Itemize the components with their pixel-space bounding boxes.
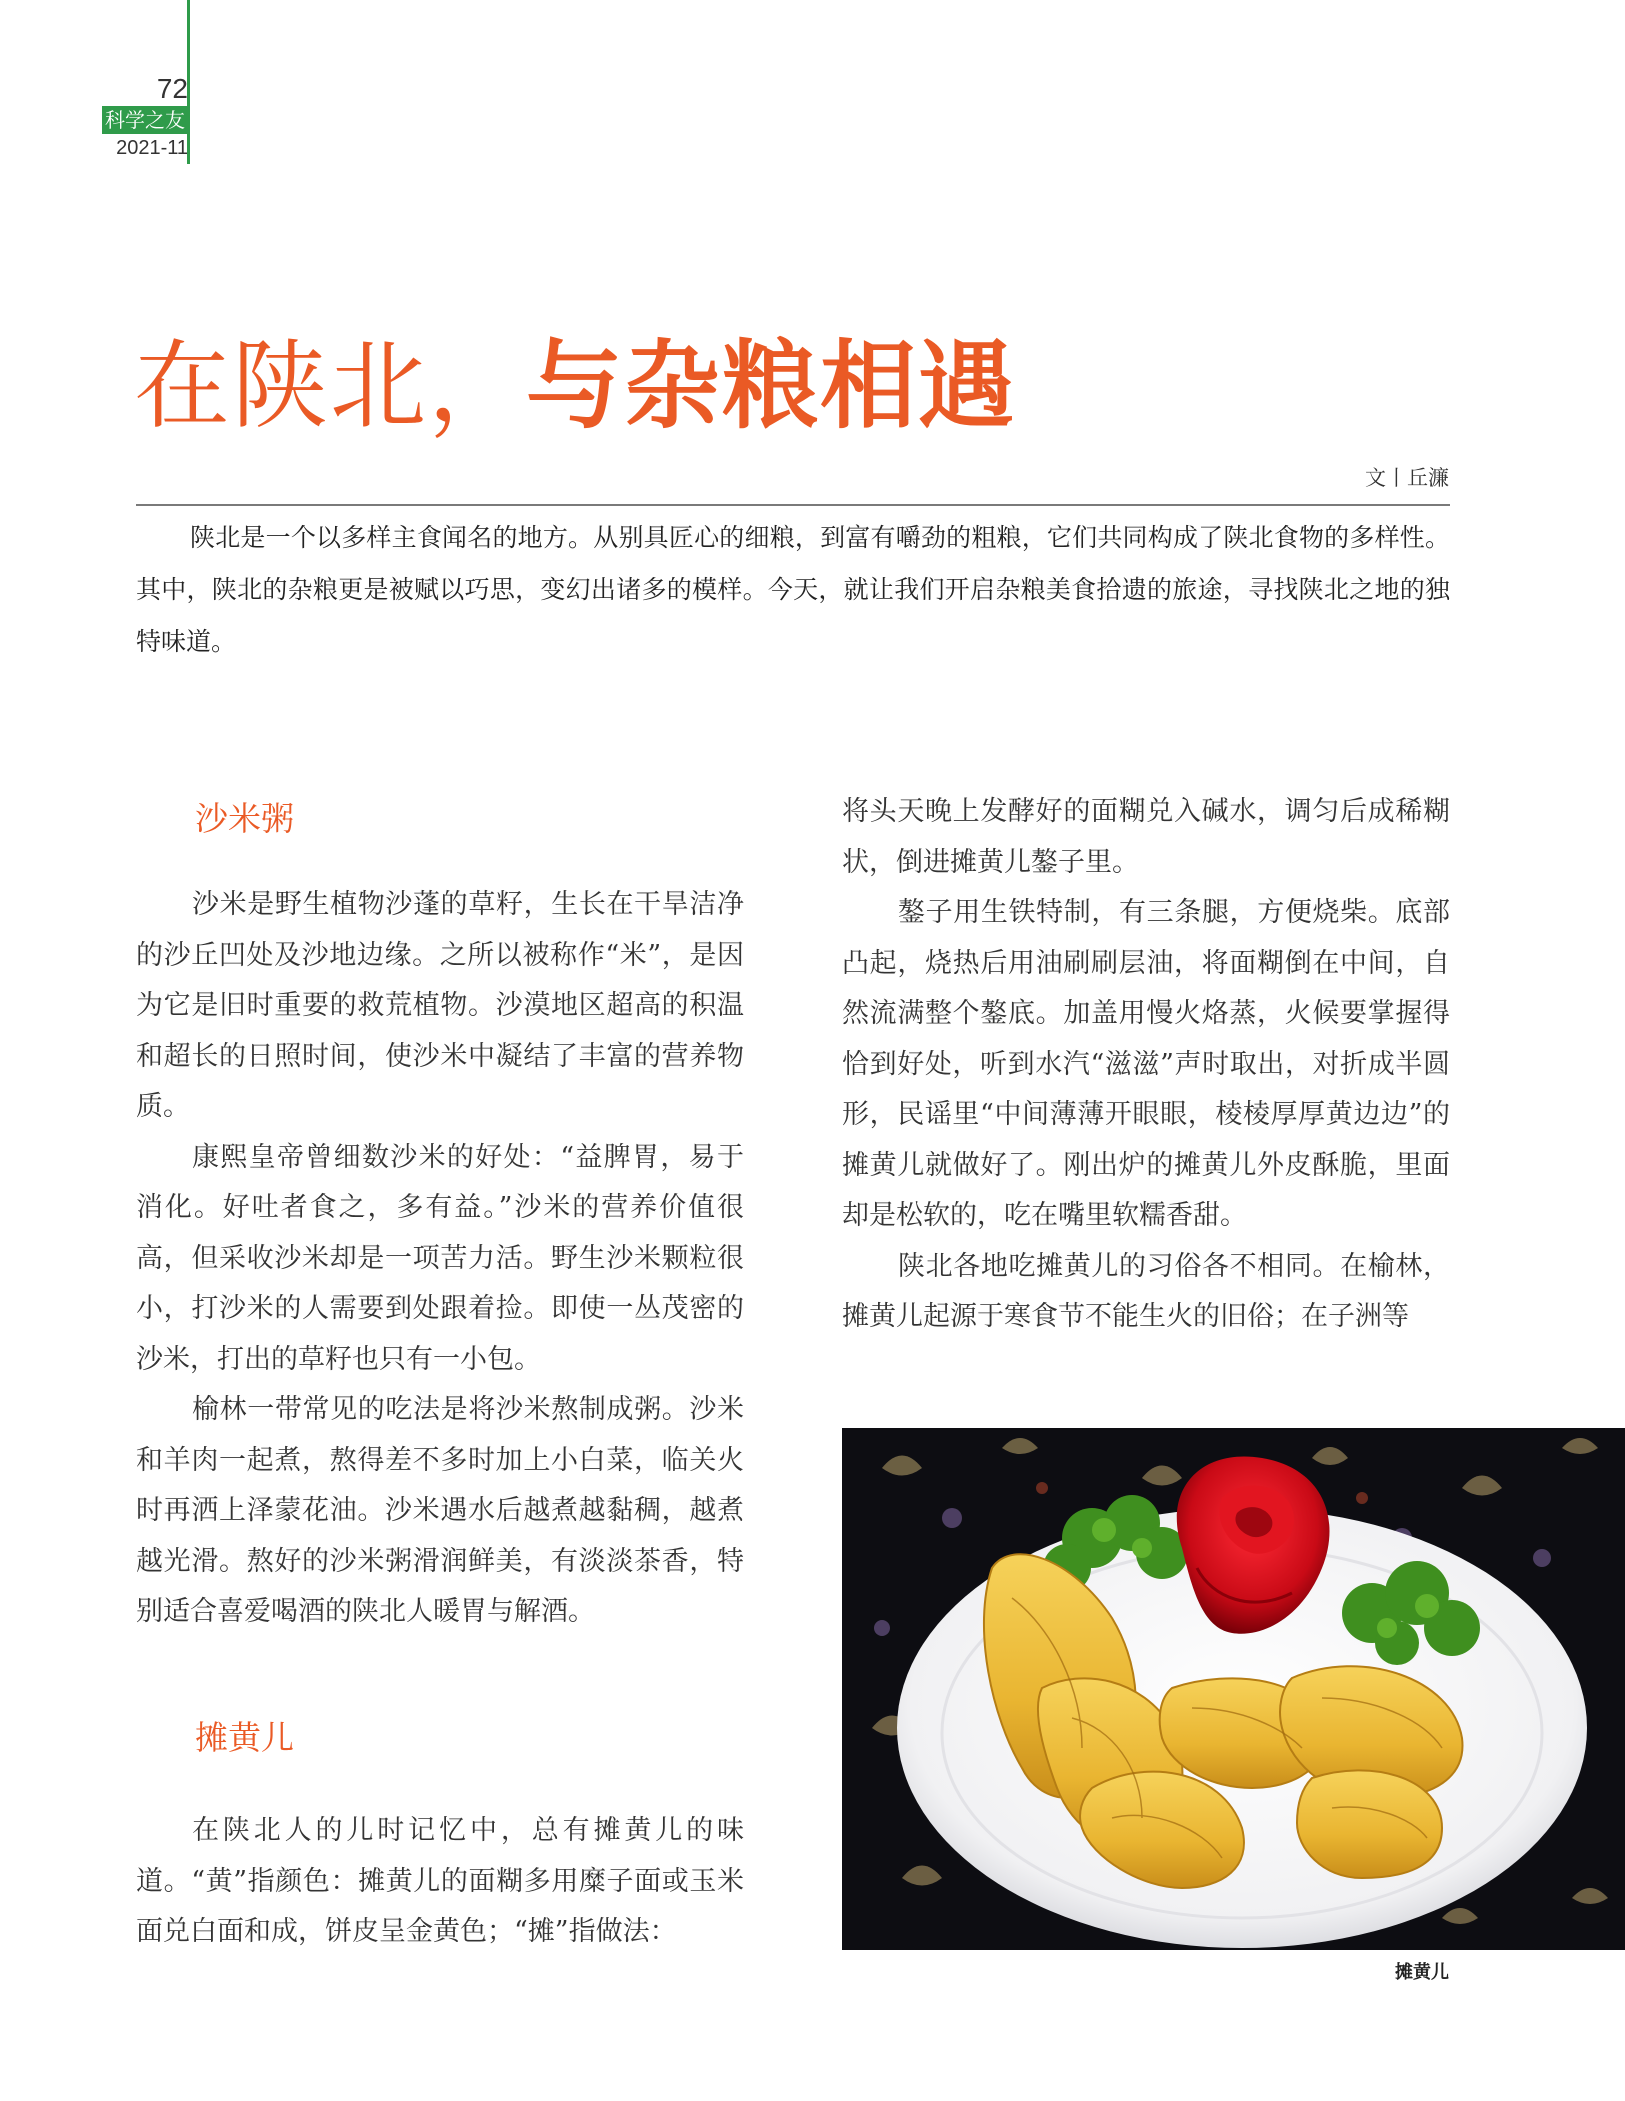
body-paragraph-continuation: 将头天晚上发酵好的面糊兑入碱水，调匀后成稀糊状，倒进摊黄儿鏊子里。 (842, 796, 1450, 878)
body-paragraph: 鏊子用生铁特制，有三条腿，方便烧柴。底部凸起，烧热后用油刷刷层油，将面糊倒在中间，自然流满整个鏊底。加盖用慢火烙蒸，火候要掌握得恰到好处，听到水汽“滋滋”声时取出，对折成半圆形，民谣里“中间薄薄开眼眼，棱棱厚厚黄边边”的摊黄儿就做好了。刚出炉的摊黄儿外皮酥脆，里面却是松软的，吃在嘴里软糯香甜。 (842, 897, 1450, 1231)
lead-paragraph: 陕北是一个以多样主食闻名的地方。从别具匠心的细粮，到富有嚼劲的粗粮，它们共同构成了陕北食物的多样性。其中，陕北的杂粮更是被赋以巧思，变幻出诸多的模样。今天，就让我们开启杂粮美食拾遗的旅途，寻找陕北之地的独特味道。 (136, 523, 1450, 656)
page-number: 72 (156, 73, 188, 104)
photo-caption: 摊黄儿 (1395, 1962, 1449, 1983)
byline: 文丨丘濂 (1365, 466, 1449, 490)
body-paragraph: 榆林一带常见的吃法是将沙米熬制成粥。沙米和羊肉一起煮，熬得差不多时加上小白菜，临关火时再洒上泽蒙花油。沙米遇水后越煮越黏稠，越煮越光滑。熬好的沙米粥滑润鲜美，有淡淡茶香，特别适合喜爱喝酒的陕北人暖胃与解酒。 (136, 1394, 744, 1627)
issue-date: 2021-11 (116, 137, 188, 159)
magazine-name: 科学之友 (102, 106, 188, 134)
food-photo-illustration (842, 1428, 1625, 1950)
section-heading-tanhuanger: 摊黄儿 (195, 1718, 294, 1757)
left-column (136, 880, 744, 1638)
left-column-lower (136, 1806, 744, 1958)
body-paragraph: 沙米是野生植物沙蓬的草籽，生长在干旱洁净的沙丘凹处及沙地边缘。之所以被称作“米”，是因为它是旧时重要的救荒植物。沙漠地区超高的积温和超长的日照时间，使沙米中凝结了丰富的营养物质。 (136, 889, 744, 1122)
folio (80, 72, 188, 162)
body-paragraph: 康熙皇帝曾细数沙米的好处：“益脾胃，易于消化。好吐者食之，多有益。”沙米的营养价值很高，但采收沙米却是一项苦力活。野生沙米颗粒很小，打沙米的人需要到处跟着捡。即使一丛茂密的沙米，打出的草籽也只有一小包。 (136, 1141, 744, 1375)
right-column (842, 787, 1450, 1343)
body-paragraph: 陕北各地吃摊黄儿的习俗各不相同。在榆林，摊黄儿起源于寒食节不能生火的旧俗；在子洲等 (842, 1250, 1450, 1332)
article-title-part1: 在陕北， (134, 330, 526, 442)
section-heading-shami-zhou: 沙米粥 (195, 799, 294, 838)
article-title-part2: 与杂粮相遇 (526, 330, 1016, 442)
lead-divider (136, 504, 1450, 506)
article-title (134, 326, 1016, 446)
food-photo (842, 1428, 1625, 1950)
body-paragraph: 在陕北人的儿时记忆中，总有摊黄儿的味道。“黄”指颜色：摊黄儿的面糊多用糜子面或玉米面兑白面和成，饼皮呈金黄色；“摊”指做法： (136, 1815, 744, 1947)
